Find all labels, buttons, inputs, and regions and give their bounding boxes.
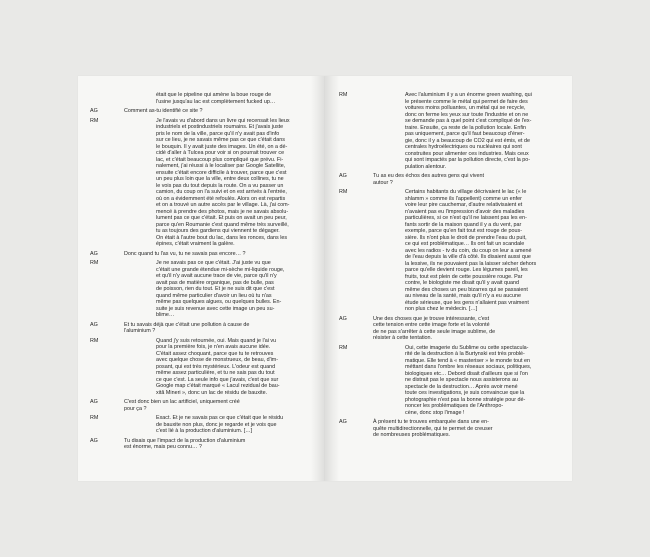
speaker-label: AG <box>339 315 347 322</box>
speaker-label: AG <box>90 321 98 328</box>
dialogue-entry <box>90 260 315 319</box>
speaker-label: RM <box>339 189 348 195</box>
dialogue-entry <box>90 92 315 105</box>
speaker-label: RM <box>90 117 99 124</box>
dialogue-text: C'est donc bien un lac artificiel, uniquement créé pour ça ? <box>124 399 240 412</box>
dialogue-entry <box>90 108 315 115</box>
speaker-label: RM <box>90 415 99 421</box>
dialogue-text: Une des choses que je trouve intéressante, c'est cette tension entre cette image forte et la volonté de ne pas s'arrêter à cette seule image sublime, de résister à cette tentation. <box>373 315 496 341</box>
dialogue-text: Comment as-tu identifié ce site ? <box>124 108 203 114</box>
dialogue-entry <box>90 338 315 397</box>
dialogue-text: Tu as eu des échos des autres gens qui vivent autour ? <box>373 173 484 186</box>
speaker-label: AG <box>90 437 98 444</box>
dialogue-entry <box>90 322 315 335</box>
gutter-shadow <box>325 76 339 481</box>
dialogue-text: Tu disais que l'impact de la production d'aluminium est énorme, mais peu connu… ? <box>124 437 246 450</box>
speaker-label: RM <box>90 260 99 266</box>
dialogue-entry <box>90 415 315 435</box>
dialogue-entry <box>339 189 554 313</box>
speaker-label: RM <box>339 92 348 98</box>
dialogue-entry <box>339 345 554 417</box>
speaker-label: AG <box>339 419 347 425</box>
dialogue-text: Oui, cette imagerie du Sublime ou cette spectacula- rité de la destruction à la Burtynski est très problé- matique. Elle tend à « masteriser » le monde tout en méttant dans l'ombre les réseaux sociaux, politiques, biologiques etc… Debord disait d'ailleurs que si l'on ne distrait pas le spectacle nous assisterons au spectacle de la destruction… Après avoir mené toute ces investigations, je suis convaincue que la photographie n'est pas la bonne stratégie pour dé- noncer les problématiques de l'Anthropo- cène, donc stop l'image ! <box>405 344 532 416</box>
dialogue-entry <box>339 316 554 342</box>
dialogue-entry <box>339 419 554 439</box>
dialogue-entry <box>90 399 315 412</box>
speaker-label: AG <box>90 399 98 405</box>
dialogue-text: Et tu savais déjà que c'était une pollution à cause de l'aluminium ? <box>124 321 250 334</box>
dialogue-text: Exact. Et je ne savais pas ce que c'était que le résidu de bauxite non plus, donc je regarde et je vois que c'est lié à la production d'aluminium. […] <box>156 415 284 434</box>
dialogue-entry <box>90 118 315 248</box>
dialogue-text: À présent tu te trouves embarquée dans une en- quête multidirectionnelle, qui te permet de creuser de nombreuses problématiques. <box>373 419 493 438</box>
dialogue-entry <box>339 92 554 170</box>
speaker-label: AG <box>339 173 347 179</box>
right-page <box>325 76 572 481</box>
dialogue-text: Quand j'y suis retournée, oui. Mais quand je l'ai vu pour la première fois, je n'en avais aucune idée. C'était assez choquant, parce que tu te retrouves avec quelque chose de monstrueux, de beau, d'im- posant, qui est très mystérieux. L'odeur est quand même assez particulière, et tu ne sais pas du tout ce que c'est. La seule info que j'avais, c'est que sur Google map c'était marqué « Lacul rezidual de bau- xită Mineri », donc un lac de résidu de bauxite. <box>156 337 280 396</box>
right-page-entries <box>339 92 554 442</box>
dialogue-text: Avec l'aluminium il y a un énorme green washing, qui le présente comme le métal qui permet de faire des voitures moins polluantes, un métal qui se recycle, donc on ferme les yeux sur toute l'industrie et on ne se demande pas à quel point c'est compliqué de l'ex- traire. Ensuite, ça reste de la pollution locale. Enfin pas uniquement, parce qu'il faut beaucoup d'éner- gie, donc il y a beaucoup de CO2 qui est émis, et de centrales hydroélectriques ou nucléaires qui sont construites pour alimenter ces industries. Mais ceux qui sont impactés par la pollution directe, c'est la po- pulation alentour. <box>405 92 532 170</box>
speaker-label: AG <box>90 250 98 257</box>
dialogue-entry <box>339 173 554 186</box>
left-page <box>78 76 325 481</box>
left-page-entries <box>90 92 315 454</box>
book-spread <box>78 76 572 481</box>
dialogue-text: Je ne savais pas ce que c'était. J'ai juste vu que c'était une grande étendue mi-sèche mi-liquide rouge, et qu'il n'y avait aucune trace de vie, parce qu'il n'y avait pas de matière organique, pas de bulle, pas de poisson, rien du tout. Et je ne suis dit que c'est quand même particulier d'avoir un lieu où tu n'as même pas quelques algues, ou quelques bulles. En- suite je suis revenue avec cette image un peu su- blime… <box>156 260 285 318</box>
speaker-label: RM <box>339 344 348 351</box>
dialogue-entry <box>90 438 315 451</box>
dialogue-text: était que le pipeline qui amène la boue rouge de l'usine jusqu'au lac est complètement fucked up… <box>156 92 276 105</box>
speaker-label: AG <box>90 108 98 114</box>
dialogue-entry <box>90 251 315 258</box>
dialogue-text: Certains habitants du village décrivaient le lac (« le shlamm » comme ils l'appellent) comme un enfer voire leur pire cauchemar, d'autre relativisaient et n'avaient pas eu l'impression d'avoir des maladies particulières, si ce n'est qu'il ne laissent pas les en- fants sortir de la maison quand il y a du vent, par exemple, parce qu'en fait tout est rouge de pous- sière. Ils n'ont plus le droit de prendre l'eau du puit, ce qui est problématique… Ils ont fait un scandale avec les radios - tv du coin, du coup on leur a amené de l'eau depuis la ville d'à côté. Ils disaient aussi que la lessive, ils ne pouvaient pas la laisser sécher dehors parce qu'elle devient rouge. Les légumes pareil, les fruits, tout est plein de cette poussière rouge. Par contre, le biologiste me disait qu'il y avait quand même des choses un peu bizarres qui se passaient au niveau de la santé, mais qu'il n'y a eu aucune étude sérieuse, que les gens n'allaient pas vraiment non plus chez le médecin. […] <box>405 189 537 312</box>
dialogue-text: Je l'avais vu d'abord dans un livre qui recensait les lieux industriels et postindustriels roumains. Et j'avais juste pris le nom de la ville, parce qu'il n'y avait pas d'info sur ce lieu, je ne savais même pas ce que c'était dans le bouquin. Il y avait juste des images. Un été, on a dé- cidé d'aller à Tulcea pour voir si on pourrait trouver ce lac, et c'était beaucoup plus compliqué que prévu. Fi- nalement, j'ai réussi à le localiser par Google Satellite, ensuite c'était encore difficile à trouver, parce que c'est un peu plus loin que la ville, entre deux collines, tu ne le vois pas du tout depuis la route. On a vu passer un camion, du coup on l'a suivi et on est arrivés à l'entrée, où on a évidemment été refoulés. Alors on est repartis et on a trouvé un autre accès par le village. Là, j'ai com- mencé à prendre des photos, mais je ne savais absolu- lument pas ce que c'était. Et puis on avait un peu peur, parce qu'en Roumanie c'est quand même très surveillé, tu as toujours des gardiens qui viennent te dégager. On était à l'autre bout du lac, dans les ronces, dans les épines, c'était vraiment la galère. <box>156 117 290 247</box>
dialogue-text: Donc quand tu l'as vu, tu ne savais pas encore… ? <box>124 250 246 257</box>
speaker-label: RM <box>90 337 99 344</box>
